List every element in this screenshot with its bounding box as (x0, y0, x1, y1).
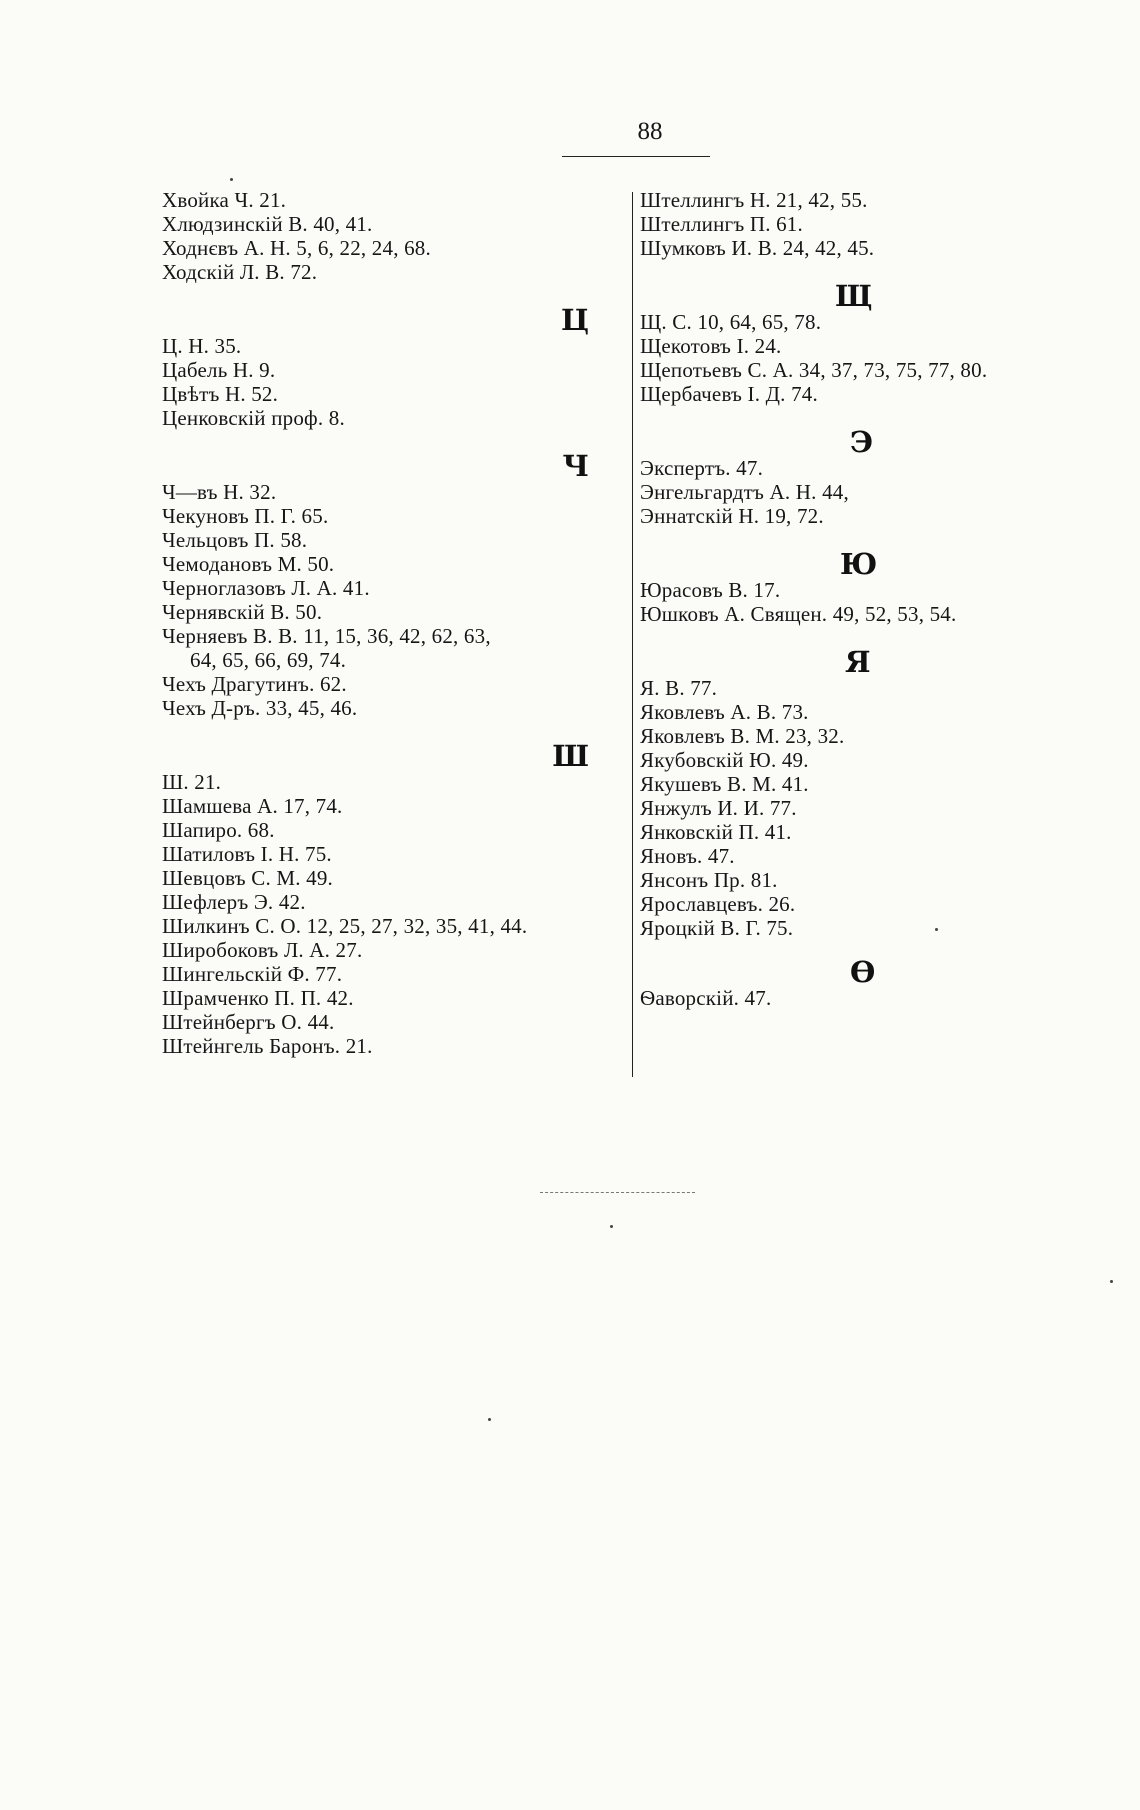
index-entry: Чернявскій В. 50. (162, 600, 323, 624)
index-entry: Шефлеръ Э. 42. (162, 890, 306, 914)
index-entry: Щ. С. 10, 64, 65, 78. (640, 310, 822, 334)
section-kh (162, 188, 624, 284)
index-entry: Шрамченко П. П. 42. (162, 986, 354, 1010)
section-sh-cont (640, 188, 1110, 260)
column-divider (632, 192, 633, 1077)
print-speck (1110, 1280, 1113, 1283)
index-entry: Широбоковъ Л. А. 27. (162, 938, 363, 962)
index-entry: Я. В. 77. (640, 676, 718, 700)
index-entry: Черноглазовъ Л. А. 41. (162, 576, 370, 600)
index-entry: Янжулъ И. И. 77. (640, 796, 797, 820)
section-letter: Ц (560, 303, 589, 337)
index-entry: Шилкинъ С. О. 12, 25, 27, 32, 35, 41, 44. (162, 914, 528, 938)
section-letter: Ш (552, 739, 589, 773)
index-entry: Ходнєвъ А. Н. 5, 6, 22, 24, 68. (162, 236, 431, 260)
index-entry: Энгельгардтъ А. Н. 44, (640, 480, 849, 504)
index-entry: Янковскій П. 41. (640, 820, 792, 844)
print-speck (230, 178, 233, 181)
index-entry: Ц. Н. 35. (162, 334, 242, 358)
index-entry: Шингельскій Ф. 77. (162, 962, 343, 986)
section-e (640, 425, 1110, 528)
index-entry: Экспертъ. 47. (640, 456, 764, 480)
index-entry: Шевцовъ С. М. 49. (162, 866, 333, 890)
index-entry: Чельцовъ П. 58. (162, 528, 308, 552)
index-entry: Якушевъ В. М. 41. (640, 772, 809, 796)
print-speck (935, 928, 938, 931)
index-entry: Ценковскій проф. 8. (162, 406, 345, 430)
index-entry: Хвойка Ч. 21. (162, 188, 287, 212)
index-entry: Штеллингъ Н. 21, 42, 55. (640, 188, 868, 212)
section-ch (162, 449, 624, 720)
index-entry: Чехъ Драгутинъ. 62. (162, 672, 347, 696)
index-entry: Юшковъ А. Священ. 49, 52, 53, 54. (640, 602, 957, 626)
index-entry: Яковлевъ В. М. 23, 32. (640, 724, 845, 748)
section-letter: Ѳ (850, 955, 876, 989)
print-speck (488, 1418, 491, 1421)
end-rule (540, 1192, 695, 1193)
header-rule (562, 156, 710, 157)
section-shch (640, 279, 1110, 406)
index-entry: Цвѣтъ Н. 52. (162, 382, 279, 406)
print-speck (610, 1225, 613, 1228)
index-entry: Хлюдзинскій В. 40, 41. (162, 212, 373, 236)
section-letter: Э (850, 425, 874, 459)
index-entry: Щекотовъ І. 24. (640, 334, 782, 358)
index-entry: Яковлевъ А. В. 73. (640, 700, 809, 724)
page-number: 88 (637, 118, 663, 145)
index-entry: Ш. 21. (162, 770, 222, 794)
index-entry: Чехъ Д-ръ. 33, 45, 46. (162, 696, 358, 720)
section-letter: Щ (835, 279, 873, 313)
index-entry: Яновъ. 47. (640, 844, 735, 868)
index-entry: Штейнбергъ О. 44. (162, 1010, 335, 1034)
index-entry: Эннатскій Н. 19, 72. (640, 504, 824, 528)
index-entry: Янсонъ Пр. 81. (640, 868, 778, 892)
index-entry: Яроцкій В. Г. 75. (640, 916, 794, 940)
section-ya (640, 645, 1110, 940)
index-entry: Черняевъ В. В. 11, 15, 36, 42, 62, 63, (162, 624, 491, 648)
index-entry: Ходскій Л. В. 72. (162, 260, 318, 284)
right-column (640, 188, 1110, 1010)
index-entry: Шапиро. 68. (162, 818, 275, 842)
index-entry: Щепотьевъ С. А. 34, 37, 73, 75, 77, 80. (640, 358, 988, 382)
index-entry: Ѳаворскій. 47. (640, 986, 772, 1010)
section-letter: Ч (562, 449, 589, 483)
index-entry: Цабель Н. 9. (162, 358, 276, 382)
index-entry: Щербачевъ І. Д. 74. (640, 382, 818, 406)
index-entry: Чекуновъ П. Г. 65. (162, 504, 329, 528)
index-entry: Ярославцевъ. 26. (640, 892, 796, 916)
index-entry: Якубовскій Ю. 49. (640, 748, 809, 772)
index-entry: Штеллингъ П. 61. (640, 212, 803, 236)
section-fita (640, 955, 1110, 1010)
index-entry: Шамшева А. 17, 74. (162, 794, 343, 818)
section-ts (162, 303, 624, 430)
index-entry: Юрасовъ В. 17. (640, 578, 781, 602)
index-entry: Чемодановъ М. 50. (162, 552, 335, 576)
section-letter: Ю (840, 547, 878, 581)
section-yu (640, 547, 1110, 626)
section-letter: Я (845, 645, 871, 679)
index-entry: Ч—въ Н. 32. (162, 480, 277, 504)
left-column (162, 188, 624, 1058)
index-entry: Штейнгель Баронъ. 21. (162, 1034, 373, 1058)
index-entry-continuation: 64, 65, 66, 69, 74. (190, 648, 347, 672)
section-sh (162, 739, 624, 1058)
index-entry: Шатиловъ І. Н. 75. (162, 842, 332, 866)
index-entry: Шумковъ И. В. 24, 42, 45. (640, 236, 875, 260)
